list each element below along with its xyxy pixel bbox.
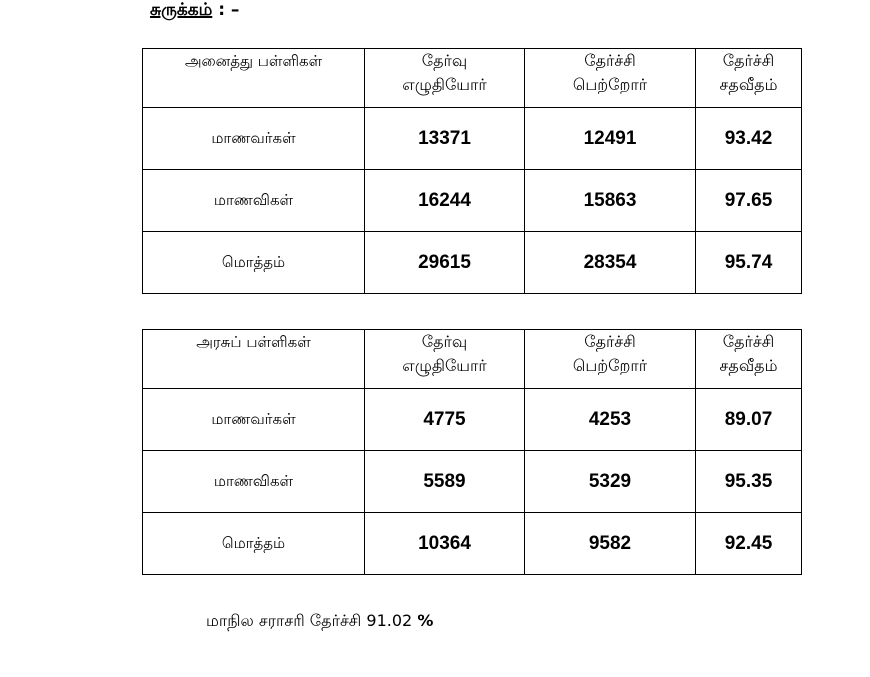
percent-value: 93.42 — [696, 108, 802, 170]
category-header: அரசுப் பள்ளிகள் — [143, 330, 365, 389]
percent-value: 92.45 — [696, 513, 802, 575]
percent-value: 97.65 — [696, 170, 802, 232]
all-schools-table — [142, 48, 802, 294]
table-row — [143, 451, 802, 513]
category-header: அனைத்து பள்ளிகள் — [143, 49, 365, 108]
table-header-row — [143, 49, 802, 108]
summary-heading — [150, 0, 239, 22]
summary-heading-suffix: : – — [212, 0, 240, 20]
state-average-text: மாநில சராசரி தேர்ச்சி 91.02 — [206, 611, 418, 630]
percent-sign: % — [417, 611, 434, 630]
passed-value: 15863 — [525, 170, 696, 232]
appeared-header: தேர்வு எழுதியோர் — [365, 49, 525, 108]
appeared-value: 5589 — [365, 451, 525, 513]
passed-value: 4253 — [525, 389, 696, 451]
passed-value: 5329 — [525, 451, 696, 513]
percent-value: 95.74 — [696, 232, 802, 294]
table-row — [143, 232, 802, 294]
percent-header: தேர்ச்சி சதவீதம் — [696, 330, 802, 389]
table-row — [143, 170, 802, 232]
summary-heading-title: சுருக்கம் — [150, 0, 213, 20]
row-label: மாணவர்கள் — [143, 108, 365, 170]
row-label: மொத்தம் — [143, 232, 365, 294]
appeared-value: 29615 — [365, 232, 525, 294]
row-label: மாணவிகள் — [143, 451, 365, 513]
appeared-value: 13371 — [365, 108, 525, 170]
government-schools-table — [142, 329, 802, 575]
percent-header: தேர்ச்சி சதவீதம் — [696, 49, 802, 108]
appeared-value: 4775 — [365, 389, 525, 451]
passed-header: தேர்ச்சி பெற்றோர் — [525, 49, 696, 108]
table-header-row — [143, 330, 802, 389]
passed-value: 28354 — [525, 232, 696, 294]
table-row — [143, 513, 802, 575]
passed-header: தேர்ச்சி பெற்றோர் — [525, 330, 696, 389]
row-label: மாணவிகள் — [143, 170, 365, 232]
row-label: மாணவர்கள் — [143, 389, 365, 451]
appeared-header: தேர்வு எழுதியோர் — [365, 330, 525, 389]
percent-value: 89.07 — [696, 389, 802, 451]
table-row — [143, 389, 802, 451]
appeared-value: 10364 — [365, 513, 525, 575]
state-average-line — [206, 611, 433, 632]
row-label: மொத்தம் — [143, 513, 365, 575]
table-row — [143, 108, 802, 170]
percent-value: 95.35 — [696, 451, 802, 513]
appeared-value: 16244 — [365, 170, 525, 232]
passed-value: 12491 — [525, 108, 696, 170]
passed-value: 9582 — [525, 513, 696, 575]
